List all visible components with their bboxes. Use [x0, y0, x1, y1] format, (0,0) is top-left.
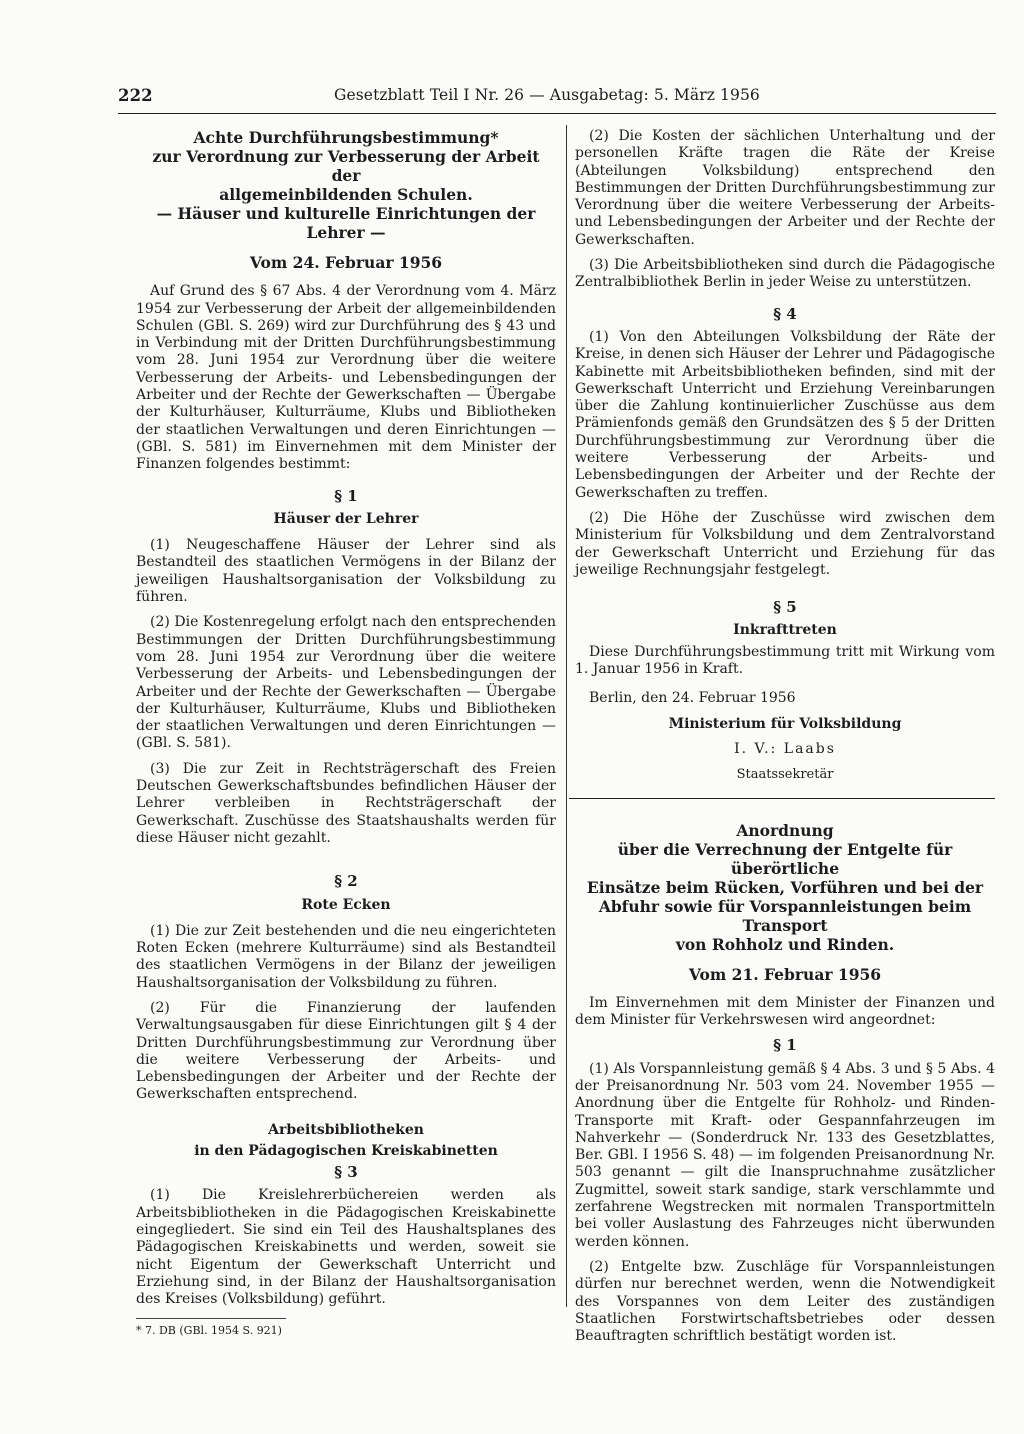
section-1-para-3: (3) Die zur Zeit in Rechtsträgerschaft des Freien Deutschen Gewerkschaftsbundes befindlichen Häuser der Lehrer verbleiben in Rechtsträgerschaft der Gewerkschaft. Zuschüsse des Staatshaushalts werden für diese Häuser nicht gezahlt. — [136, 760, 556, 846]
section-5-para-1: Diese Durchführungsbestimmung tritt mit Wirkung vom 1. Januar 1956 in Kraft. — [575, 643, 995, 678]
page-number: 222 — [118, 86, 153, 105]
place-date: Berlin, den 24. Februar 1956 — [589, 690, 796, 707]
anordnung-title-line-4: von Rohholz und Rinden. — [675, 934, 895, 954]
page-header — [118, 86, 783, 110]
heading-bibliotheken-line-2: in den Pädagogischen Kreiskabinetten — [194, 1142, 498, 1159]
section-4-para-2: (2) Die Höhe der Zuschüsse wird zwischen dem Ministerium für Volksbildung und dem Zentralvorstand der Gewerkschaft Unterricht und Erziehung für das jeweilige Rechnungsjahr festgelegt. — [575, 509, 995, 578]
anordnung-para-1: (1) Als Vorspannleistung gemäß § 4 Abs. 3 und § 5 Abs. 4 der Preisanordnung Nr. 503 vom 24. November 1955 — Anordnung über die Entgelte für Rohholz- und Rinden-Transporte mit Kraft- oder Gespannfahrzeugen im Nahverkehr — (Sonderdruck Nr. 133 des Gesetzblattes, Ber. GBl. I 1956 S. 48) — im folgenden Preisanordnung Nr. 503 genannt — gilt die Inanspruchnahme zusätzlicher Zugmittel, soweit stark sandige, stark verschlammte und zerfahrene Wegstrecken mit normalen Transportmitteln bei voller Auslastung des Fahrzeuges nicht überwunden werden können. — [575, 1060, 995, 1250]
left-column — [136, 128, 556, 1348]
footnote: * 7. DB (GBl. 1954 S. 921) — [136, 1324, 282, 1338]
decree-title-line-1: Achte Durchführungsbestimmung* — [193, 128, 499, 147]
section-3-number: § 3 — [334, 1163, 358, 1182]
section-1-number: § 1 — [334, 486, 358, 505]
signature-ministry: Ministerium für Volksbildung — [668, 715, 902, 732]
column-divider — [566, 125, 567, 1307]
anordnung-title-line-3: Einsätze beim Rücken, Vorführen und bei der Abfuhr sowie für Vorspannleistungen beim Transport — [586, 877, 984, 935]
footnote-rule — [136, 1318, 286, 1319]
section-2-para-2: (2) Für die Finanzierung der laufenden Verwaltungsausgaben für diese Einrichtungen gilt § 4 der Dritten Durchführungsbestimmung zur Verordnung über die weitere Verbesserung der Arbeits- und Lebensbedingungen der Arbeiter und der Rechte der Gewerkschaften entsprechend. — [136, 999, 556, 1103]
anordnung-section-1-number: § 1 — [773, 1036, 797, 1055]
section-1-para-1: (1) Neugeschaffene Häuser der Lehrer sind als Bestandteil des staatlichen Vermögens in der Bilanz der jeweiligen Haushaltsorganisation der Volksbildung zu führen. — [136, 537, 556, 606]
section-3-para-1: (1) Die Kreislehrerbüchereien werden als Arbeitsbibliotheken in die Pädagogischen Kreiskabinette eingegliedert. Sie sind ein Teil des Haushaltsplanes des Pädagogischen Kreiskabinetts und werden, soweit sie nicht Eigentum der Gewerkschaft Unterricht und Erziehung sind, in der Bilanz der Haushaltsorganisation des Kreises (Volksbildung) geführt. — [136, 1187, 556, 1308]
decree-intro: Auf Grund des § 67 Abs. 4 der Verordnung vom 4. März 1954 zur Verbesserung der Arbeit der allgemeinbildenden Schulen (GBl. S. 269) wird zur Durchführung des § 43 und in Verbindung mit der Dritten Durchführungsbestimmung vom 28. Juni 1954 zur Verordnung über die weitere Verbesserung der Arbeits- und Lebensbedingungen der Arbeiter und der Rechte der Gewerkschaften — Übergabe der Kulturhäuser, Kulturräume, Klubs und Bibliotheken der staatlichen Verwaltungen und deren Einrichtungen — (GBl. S. 581) im Einvernehmen mit dem Minister der Finanzen folgendes bestimmt: — [136, 283, 556, 473]
anordnung-para-2: (2) Entgelte bzw. Zuschläge für Vorspannleistungen dürfen nur berechnet werden, wenn die Notwendigkeit des Vorspannes von dem Leiter des zuständigen Staatlichen Forstwirtschaftsbetriebes oder dessen Beauftragten schriftlich bestätigt worden ist. — [575, 1258, 995, 1345]
anordnung-title-line-2: über die Verrechnung der Entgelte für überörtliche — [617, 839, 953, 878]
section-3-para-2: (2) Die Kosten der sächlichen Unterhaltung und der personellen Kräfte tragen die Räte der Kreise (Abteilungen Volksbildung) entsprechend den Bestimmungen der Dritten Durchführungsbestimmung zur Verordnung über die weitere Verbesserung der Arbeits- und Lebensbedingungen der Arbeiter und der Rechte der Gewerkschaften. — [575, 128, 995, 248]
anordnung-date: Vom 21. Februar 1956 — [688, 964, 882, 984]
decree-date: Vom 24. Februar 1956 — [249, 253, 443, 272]
decree-subtitle: — Häuser und kulturelle Einrichtungen der Lehrer — — [156, 204, 536, 242]
heading-bibliotheken-line-1: Arbeitsbibliotheken — [268, 1121, 424, 1138]
header-rule — [118, 113, 996, 114]
right-column — [575, 128, 995, 1353]
section-2-number: § 2 — [334, 872, 358, 891]
section-3-para-3: (3) Die Arbeitsbibliotheken sind durch die Pädagogische Zentralbibliothek Berlin in jeder Weise zu unterstützen. — [575, 257, 995, 291]
anordnung-intro: Im Einvernehmen mit dem Minister der Finanzen und dem Minister für Verkehrswesen wird angeordnet: — [575, 994, 995, 1029]
signature-name: I. V.: Laabs — [734, 740, 836, 757]
section-4-para-1: (1) Von den Abteilungen Volksbildung der Räte der Kreise, in denen sich Häuser der Lehrer und Pädagogische Kabinette mit Arbeitsbibliotheken befinden, sind mit der Gewerkschaft Unterricht und Erziehung Vereinbarungen über die Zahlung kontinuierlicher Zuschüsse aus dem Prämienfonds gemäß den Grundsätzen des § 5 der Dritten Durchführungsbestimmung zur Verordnung über die weitere Verbesserung der Arbeits- und Lebensbedingungen der Arbeiter und der Rechte der Gewerkschaften zu treffen. — [575, 328, 995, 501]
section-1-title: Häuser der Lehrer — [273, 510, 419, 527]
section-divider — [569, 798, 995, 799]
anordnung-title-line-1: Anordnung — [736, 820, 834, 840]
section-2-para-1: (1) Die zur Zeit bestehenden und die neu eingerichteten Roten Ecken (mehrere Kulturräume) sind als Bestandteil des staatlichen Vermögens in der Bilanz der jeweiligen Haushaltsorganisation der Volksbildung zu führen. — [136, 922, 556, 991]
header-title: Gesetzblatt Teil I Nr. 26 — Ausgabetag: 5. März 1956 — [334, 86, 760, 104]
section-5-title: Inkrafttreten — [733, 622, 837, 639]
signature-role: Staatssekretär — [736, 767, 834, 783]
section-1-para-2: (2) Die Kostenregelung erfolgt nach den entsprechenden Bestimmungen der Dritten Durchführungsbestimmung vom 28. Juni 1954 zur Verordnung über die weitere Verbesserung der Arbeits- und Lebensbedingungen der Arbeiter und der Rechte der Gewerkschaften — Übergabe der Kulturhäuser, Kulturräume, Klubs und Bibliotheken der staatlichen Verwaltungen und deren Einrichtungen — (GBl. S. 581). — [136, 614, 556, 752]
section-4-number: § 4 — [773, 304, 797, 323]
decree-title-line-3: allgemeinbildenden Schulen. — [219, 185, 473, 204]
decree-title-line-2: zur Verordnung zur Verbesserung der Arbeit der — [152, 147, 540, 185]
section-5-number: § 5 — [773, 598, 797, 617]
section-2-title: Rote Ecken — [301, 896, 391, 913]
